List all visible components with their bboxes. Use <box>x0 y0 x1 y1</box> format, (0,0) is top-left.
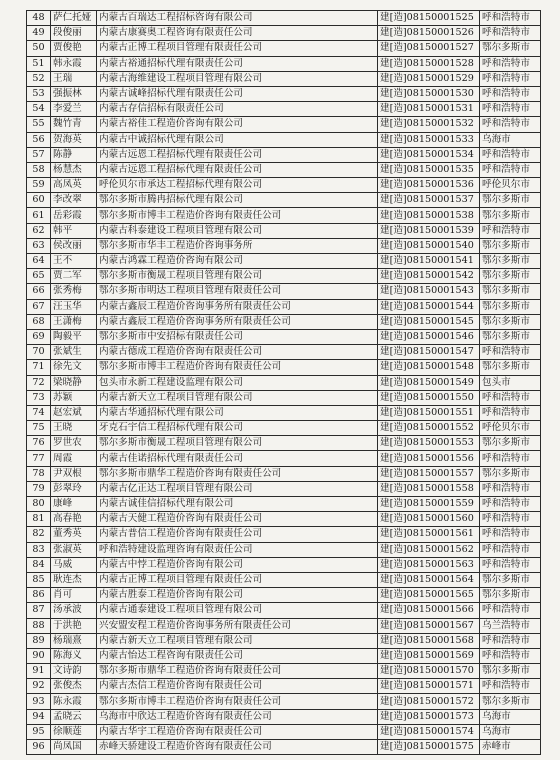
city: 呼和浩特市 <box>480 451 541 466</box>
row-number: 78 <box>27 466 51 481</box>
city: 鄂尔多斯市 <box>480 299 541 314</box>
row-number: 91 <box>27 664 51 679</box>
certificate-number: 建[造]08150001540 <box>378 238 480 253</box>
city: 鄂尔多斯市 <box>480 694 541 709</box>
city: 鄂尔多斯市 <box>480 254 541 269</box>
row-number: 84 <box>27 557 51 572</box>
table-row <box>27 132 541 147</box>
person-name: 杨慧杰 <box>51 162 97 177</box>
certificate-number: 建[造]08150001558 <box>378 481 480 496</box>
company-name: 内蒙古新天立工程项目管理有限公司 <box>97 633 378 648</box>
company-name: 内蒙古康赛奥工程咨询有限责任公司 <box>97 26 378 41</box>
person-name: 徐先文 <box>51 360 97 375</box>
city: 鄂尔多斯市 <box>480 466 541 481</box>
row-number: 74 <box>27 405 51 420</box>
table-row <box>27 451 541 466</box>
row-number: 54 <box>27 102 51 117</box>
table-row <box>27 162 541 177</box>
table-row <box>27 117 541 132</box>
row-number: 93 <box>27 694 51 709</box>
person-name: 罗世农 <box>51 436 97 451</box>
certificate-number: 建[造]08150001567 <box>378 618 480 633</box>
person-name: 周霞 <box>51 451 97 466</box>
row-number: 94 <box>27 709 51 724</box>
person-name: 王瑞 <box>51 71 97 86</box>
company-name: 鄂尔多斯市衡晟工程项目管理有限公司 <box>97 436 378 451</box>
person-name: 高春艳 <box>51 512 97 527</box>
company-name: 内蒙古裕通招标代理有限责任公司 <box>97 56 378 71</box>
city: 呼和浩特市 <box>480 481 541 496</box>
row-number: 64 <box>27 254 51 269</box>
row-number: 72 <box>27 375 51 390</box>
row-number: 67 <box>27 299 51 314</box>
table-row <box>27 679 541 694</box>
certificate-number: 建[造]08150001557 <box>378 466 480 481</box>
person-name: 张斌生 <box>51 345 97 360</box>
company-name: 内蒙古诚峰招标代理有限责任公司 <box>97 86 378 101</box>
certificate-number: 建[造]08150001545 <box>378 314 480 329</box>
city: 鄂尔多斯市 <box>480 664 541 679</box>
certificate-number: 建[造]08150001547 <box>378 345 480 360</box>
company-name: 兴安盟安程工程造价咨询事务所有限责任公司 <box>97 618 378 633</box>
certificate-number: 建[造]08150001538 <box>378 208 480 223</box>
person-name: 贾俊艳 <box>51 41 97 56</box>
city: 鄂尔多斯市 <box>480 208 541 223</box>
table-row <box>27 724 541 739</box>
certificate-number: 建[造]08150001541 <box>378 254 480 269</box>
city: 呼和浩特市 <box>480 497 541 512</box>
company-name: 鄂尔多斯市腾冉招标代理有限公司 <box>97 193 378 208</box>
row-number: 70 <box>27 345 51 360</box>
certificate-number: 建[造]08150001525 <box>378 11 480 26</box>
city: 呼和浩特市 <box>480 512 541 527</box>
person-name: 苏颖 <box>51 390 97 405</box>
row-number: 77 <box>27 451 51 466</box>
table-row <box>27 254 541 269</box>
table-row <box>27 375 541 390</box>
row-number: 96 <box>27 740 51 755</box>
row-number: 69 <box>27 329 51 344</box>
row-number: 66 <box>27 284 51 299</box>
table-row <box>27 193 541 208</box>
table-row <box>27 269 541 284</box>
company-name: 内蒙古正博工程项目管理有限责任公司 <box>97 572 378 587</box>
row-number: 87 <box>27 603 51 618</box>
row-number: 61 <box>27 208 51 223</box>
city: 呼和浩特市 <box>480 603 541 618</box>
row-number: 52 <box>27 71 51 86</box>
city: 呼和浩特市 <box>480 405 541 420</box>
table-row <box>27 709 541 724</box>
certificate-number: 建[造]08150001543 <box>378 284 480 299</box>
city: 呼和浩特市 <box>480 102 541 117</box>
row-number: 59 <box>27 178 51 193</box>
company-name: 内蒙古裕佳工程造价咨询有限公司 <box>97 117 378 132</box>
table-row <box>27 284 541 299</box>
row-number: 73 <box>27 390 51 405</box>
table-row <box>27 147 541 162</box>
table-row <box>27 542 541 557</box>
city: 呼和浩特市 <box>480 56 541 71</box>
city: 呼和浩特市 <box>480 147 541 162</box>
city: 呼和浩特市 <box>480 86 541 101</box>
city: 呼和浩特市 <box>480 26 541 41</box>
certificate-number: 建[造]08150001535 <box>378 162 480 177</box>
certificate-number: 建[造]08150001560 <box>378 512 480 527</box>
person-name: 魏竹青 <box>51 117 97 132</box>
city: 呼和浩特市 <box>480 542 541 557</box>
certificate-number: 建[造]08150001566 <box>378 603 480 618</box>
company-name: 内蒙古华宇工程造价咨询有限责任公司 <box>97 724 378 739</box>
row-number: 92 <box>27 679 51 694</box>
row-number: 88 <box>27 618 51 633</box>
certificate-number: 建[造]08150001536 <box>378 178 480 193</box>
certificate-number: 建[造]08150001575 <box>378 740 480 755</box>
certificate-number: 建[造]08150001539 <box>378 223 480 238</box>
city: 鄂尔多斯市 <box>480 360 541 375</box>
person-name: 王不 <box>51 254 97 269</box>
company-name: 内蒙古鸿霖工程造价咨询有限公司 <box>97 254 378 269</box>
row-number: 95 <box>27 724 51 739</box>
company-name: 鄂尔多斯市博丰工程造价咨询有限责任公司 <box>97 694 378 709</box>
company-name: 内蒙古远恩工程招标代理有限责任公司 <box>97 162 378 177</box>
certificate-number: 建[造]08150001530 <box>378 86 480 101</box>
person-name: 文诗韵 <box>51 664 97 679</box>
row-number: 57 <box>27 147 51 162</box>
table-body <box>27 11 541 755</box>
table-row <box>27 405 541 420</box>
table-row <box>27 664 541 679</box>
person-name: 强振林 <box>51 86 97 101</box>
company-name: 内蒙古鑫辰工程造价咨询事务所有限责任公司 <box>97 314 378 329</box>
city: 呼和浩特市 <box>480 162 541 177</box>
table-row <box>27 208 541 223</box>
person-name: 肖可 <box>51 588 97 603</box>
row-number: 71 <box>27 360 51 375</box>
city: 呼和浩特市 <box>480 345 541 360</box>
company-name: 内蒙古中诚招标代理有限公司 <box>97 132 378 147</box>
person-name: 贺海英 <box>51 132 97 147</box>
person-name: 陶毅平 <box>51 329 97 344</box>
city: 鄂尔多斯市 <box>480 269 541 284</box>
company-name: 牙克石宇信工程招标代理有限公司 <box>97 421 378 436</box>
company-name: 鄂尔多斯市博丰工程造价咨询有限责任公司 <box>97 360 378 375</box>
certificate-number: 建[造]08150001549 <box>378 375 480 390</box>
company-name: 内蒙古佳诺招标代理有限责任公司 <box>97 451 378 466</box>
certificate-number: 建[造]08150001537 <box>378 193 480 208</box>
person-name: 彭翠玲 <box>51 481 97 496</box>
city: 鄂尔多斯市 <box>480 284 541 299</box>
person-name: 汪玉华 <box>51 299 97 314</box>
row-number: 60 <box>27 193 51 208</box>
table-row <box>27 11 541 26</box>
row-number: 79 <box>27 481 51 496</box>
person-name: 岳彩霞 <box>51 208 97 223</box>
company-name: 内蒙古通泰建设工程项目管理有限公司 <box>97 603 378 618</box>
table-row <box>27 26 541 41</box>
certificate-number: 建[造]08150001568 <box>378 633 480 648</box>
person-name: 徐顺莲 <box>51 724 97 739</box>
company-name: 内蒙古杰信工程造价咨询有限责任公司 <box>97 679 378 694</box>
certificate-number: 建[造]08150001569 <box>378 648 480 663</box>
city: 呼伦贝尔市 <box>480 421 541 436</box>
row-number: 51 <box>27 56 51 71</box>
company-name: 内蒙古天健工程造价咨询有限责任公司 <box>97 512 378 527</box>
company-name: 鄂尔多斯市博丰工程造价咨询有限责任公司 <box>97 208 378 223</box>
certificate-number: 建[造]08150001526 <box>378 26 480 41</box>
company-name: 内蒙古怡达工程咨询有限责任公司 <box>97 648 378 663</box>
person-name: 萨仁托娅 <box>51 11 97 26</box>
row-number: 86 <box>27 588 51 603</box>
certificate-number: 建[造]08150001529 <box>378 71 480 86</box>
row-number: 53 <box>27 86 51 101</box>
table-row <box>27 178 541 193</box>
company-name: 鄂尔多斯市中安招标有限责任公司 <box>97 329 378 344</box>
person-name: 董秀英 <box>51 527 97 542</box>
person-name: 侯改丽 <box>51 238 97 253</box>
row-number: 50 <box>27 41 51 56</box>
person-name: 韩永霞 <box>51 56 97 71</box>
row-number: 49 <box>27 26 51 41</box>
table-row <box>27 512 541 527</box>
city: 呼和浩特市 <box>480 390 541 405</box>
person-name: 赵宏斌 <box>51 405 97 420</box>
table-row <box>27 314 541 329</box>
row-number: 56 <box>27 132 51 147</box>
row-number: 82 <box>27 527 51 542</box>
row-number: 58 <box>27 162 51 177</box>
row-number: 63 <box>27 238 51 253</box>
table-row <box>27 71 541 86</box>
certificate-number: 建[造]08150001531 <box>378 102 480 117</box>
table-row <box>27 421 541 436</box>
row-number: 65 <box>27 269 51 284</box>
certificate-number: 建[造]08150001542 <box>378 269 480 284</box>
table-row <box>27 329 541 344</box>
certificate-number: 建[造]08150001528 <box>378 56 480 71</box>
person-name: 段俊丽 <box>51 26 97 41</box>
person-name: 孟晓云 <box>51 709 97 724</box>
table-row <box>27 481 541 496</box>
person-name: 汤承波 <box>51 603 97 618</box>
city: 呼伦贝尔市 <box>480 178 541 193</box>
certificate-number: 建[造]08150001572 <box>378 694 480 709</box>
company-name: 呼伦贝尔市承达工程招标代理有限公司 <box>97 178 378 193</box>
certificate-number: 建[造]08150001562 <box>378 542 480 557</box>
city: 呼和浩特市 <box>480 557 541 572</box>
row-number: 55 <box>27 117 51 132</box>
person-name: 尹双根 <box>51 466 97 481</box>
person-name: 陈海义 <box>51 648 97 663</box>
row-number: 83 <box>27 542 51 557</box>
person-name: 王晓 <box>51 421 97 436</box>
city: 鄂尔多斯市 <box>480 238 541 253</box>
person-name: 韩平 <box>51 223 97 238</box>
city: 鄂尔多斯市 <box>480 41 541 56</box>
city: 鄂尔多斯市 <box>480 329 541 344</box>
person-name: 贾二军 <box>51 269 97 284</box>
city: 乌海市 <box>480 724 541 739</box>
person-name: 康峰 <box>51 497 97 512</box>
table-row <box>27 223 541 238</box>
person-name: 高凤英 <box>51 178 97 193</box>
row-number: 80 <box>27 497 51 512</box>
person-name: 尚凤国 <box>51 740 97 755</box>
city: 乌海市 <box>480 709 541 724</box>
company-name: 赤峰天骄建设工程造价咨询有限责任公司 <box>97 740 378 755</box>
company-name: 内蒙古存信招标有限责任公司 <box>97 102 378 117</box>
table-row <box>27 633 541 648</box>
row-number: 89 <box>27 633 51 648</box>
certificate-number: 建[造]08150001556 <box>378 451 480 466</box>
company-name: 内蒙古百瑞达工程招标咨询有限公司 <box>97 11 378 26</box>
person-name: 陈静 <box>51 147 97 162</box>
table-row <box>27 436 541 451</box>
city: 呼和浩特市 <box>480 679 541 694</box>
certificate-number: 建[造]08150001570 <box>378 664 480 679</box>
city: 鄂尔多斯市 <box>480 436 541 451</box>
row-number: 81 <box>27 512 51 527</box>
company-name: 包头市永新工程建设监理有限公司 <box>97 375 378 390</box>
person-name: 李爱兰 <box>51 102 97 117</box>
certificate-number: 建[造]08150001552 <box>378 421 480 436</box>
city: 鄂尔多斯市 <box>480 193 541 208</box>
company-name: 内蒙古亿正达工程项目管理有限公司 <box>97 481 378 496</box>
table-row <box>27 41 541 56</box>
company-name: 内蒙古正博工程项目管理有限责任公司 <box>97 41 378 56</box>
certificate-number: 建[造]08150001527 <box>378 41 480 56</box>
table-row <box>27 618 541 633</box>
table-row <box>27 466 541 481</box>
person-name: 张俊杰 <box>51 679 97 694</box>
certificate-number: 建[造]08150001544 <box>378 299 480 314</box>
table-row <box>27 527 541 542</box>
city: 呼和浩特市 <box>480 117 541 132</box>
table-row <box>27 238 541 253</box>
city: 呼和浩特市 <box>480 71 541 86</box>
certificate-number: 建[造]08150001532 <box>378 117 480 132</box>
table-row <box>27 694 541 709</box>
city: 呼和浩特市 <box>480 633 541 648</box>
company-name: 鄂尔多斯市鼎华工程造价咨询有限责任公司 <box>97 466 378 481</box>
city: 赤峰市 <box>480 740 541 755</box>
table-row <box>27 497 541 512</box>
company-name: 内蒙古德成工程造价咨询有限责任公司 <box>97 345 378 360</box>
company-name: 内蒙古鑫辰工程造价咨询事务所有限责任公司 <box>97 299 378 314</box>
row-number: 85 <box>27 572 51 587</box>
certificate-number: 建[造]08150001534 <box>378 147 480 162</box>
table-row <box>27 572 541 587</box>
row-number: 62 <box>27 223 51 238</box>
certificate-number: 建[造]08150001553 <box>378 436 480 451</box>
company-name: 内蒙古中悖工程造价咨询有限公司 <box>97 557 378 572</box>
certificate-number: 建[造]08150001565 <box>378 588 480 603</box>
row-number: 76 <box>27 436 51 451</box>
city: 乌兰浩特市 <box>480 618 541 633</box>
company-name: 内蒙古海维建设工程项目管理有限公司 <box>97 71 378 86</box>
table-row <box>27 360 541 375</box>
city: 呼和浩特市 <box>480 527 541 542</box>
company-name: 鄂尔多斯市华丰工程造价咨询事务所 <box>97 238 378 253</box>
table-row <box>27 56 541 71</box>
table-row <box>27 86 541 101</box>
company-name: 乌海市中欣达工程造价咨询有限责任公司 <box>97 709 378 724</box>
person-name: 张秀梅 <box>51 284 97 299</box>
person-name: 梁晓静 <box>51 375 97 390</box>
company-name: 鄂尔多斯市鼎华工程造价咨询有限责任公司 <box>97 664 378 679</box>
table-row <box>27 390 541 405</box>
certificate-number: 建[造]08150001571 <box>378 679 480 694</box>
certificate-number: 建[造]08150001533 <box>378 132 480 147</box>
certificate-number: 建[造]08150001564 <box>378 572 480 587</box>
table-row <box>27 557 541 572</box>
company-name: 呼和浩特建设监理咨询有限责任公司 <box>97 542 378 557</box>
certificate-number: 建[造]08150001551 <box>378 405 480 420</box>
registration-table <box>26 10 541 755</box>
row-number: 75 <box>27 421 51 436</box>
company-name: 内蒙古诚佳信招标代理有限公司 <box>97 497 378 512</box>
company-name: 内蒙古普信工程造价咨询有限责任公司 <box>97 527 378 542</box>
city: 呼和浩特市 <box>480 648 541 663</box>
row-number: 68 <box>27 314 51 329</box>
certificate-number: 建[造]08150001561 <box>378 527 480 542</box>
city: 鄂尔多斯市 <box>480 572 541 587</box>
company-name: 内蒙古远恩工程招标代理有限责任公司 <box>97 147 378 162</box>
table-row <box>27 102 541 117</box>
table-row <box>27 345 541 360</box>
person-name: 耿连杰 <box>51 572 97 587</box>
table-row <box>27 740 541 755</box>
certificate-number: 建[造]08150001563 <box>378 557 480 572</box>
table-row <box>27 588 541 603</box>
person-name: 陈永霞 <box>51 694 97 709</box>
person-name: 杨瑞熹 <box>51 633 97 648</box>
company-name: 内蒙古新天立工程项目管理有限公司 <box>97 390 378 405</box>
certificate-number: 建[造]08150001559 <box>378 497 480 512</box>
city: 鄂尔多斯市 <box>480 314 541 329</box>
city: 乌海市 <box>480 132 541 147</box>
table-row <box>27 299 541 314</box>
company-name: 内蒙古胜泰工程造价咨询有限公司 <box>97 588 378 603</box>
city: 包头市 <box>480 375 541 390</box>
company-name: 鄂尔多斯市明达工程项目管理有限责任公司 <box>97 284 378 299</box>
person-name: 张淑英 <box>51 542 97 557</box>
row-number: 90 <box>27 648 51 663</box>
certificate-number: 建[造]08150001574 <box>378 724 480 739</box>
table-row <box>27 648 541 663</box>
certificate-number: 建[造]08150001550 <box>378 390 480 405</box>
certificate-number: 建[造]08150001546 <box>378 329 480 344</box>
person-name: 李改翠 <box>51 193 97 208</box>
company-name: 鄂尔多斯市衡晟工程项目管理有限公司 <box>97 269 378 284</box>
company-name: 内蒙古华通招标代理有限公司 <box>97 405 378 420</box>
certificate-number: 建[造]08150001548 <box>378 360 480 375</box>
company-name: 内蒙古科泰建设工程项目管理有限公司 <box>97 223 378 238</box>
table-row <box>27 603 541 618</box>
city: 呼和浩特市 <box>480 223 541 238</box>
person-name: 马威 <box>51 557 97 572</box>
city: 呼和浩特市 <box>480 11 541 26</box>
city: 鄂尔多斯市 <box>480 588 541 603</box>
person-name: 王潇梅 <box>51 314 97 329</box>
certificate-number: 建[造]08150001573 <box>378 709 480 724</box>
person-name: 于洪艳 <box>51 618 97 633</box>
row-number: 48 <box>27 11 51 26</box>
